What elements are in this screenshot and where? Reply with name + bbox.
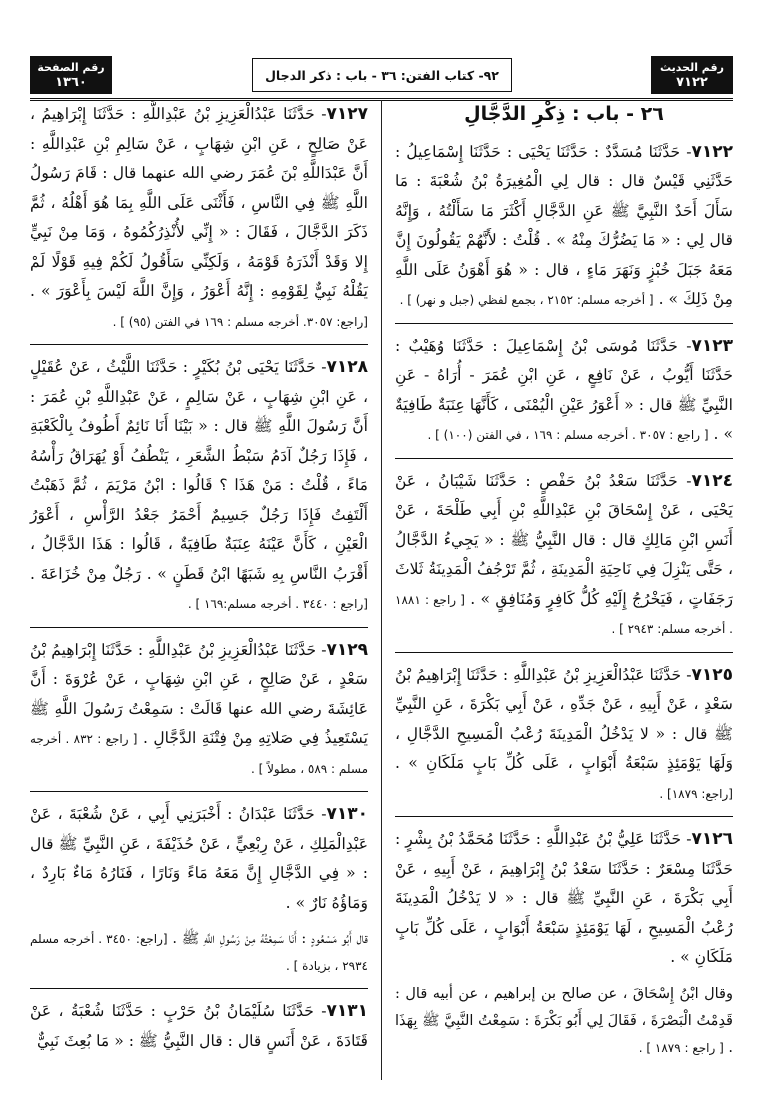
note-reference: [راجع: ٣٤٥٠ . أخرجه مسلم ٢٩٣٤ ، بزيادة ] .	[30, 932, 368, 973]
hadith-number: ٧١٣١	[326, 1001, 368, 1021]
hadith-text: - حَدَّثَنَا عَبْدُالْعَزِيزِ بْنُ عَبْدِاللَّهِ : حَدَّثَنَا إِبْرَاهِيمُ ، عَنْ صَالِحٍ ، عَنِ ابْنِ شِهَابٍ ، عَنْ سَالِمِ بْنِ عَبْدِاللَّهِ : أَنَّ عَبْدَاللَّهِ بْنَ عُمَرَ رضي الله عنهما قال : قَامَ رَسُولُ اللَّهِ ﷺ فِي النَّاسِ ، فَأَثْنَى عَلَى اللَّهِ بِمَا هُوَ أَهْلُهُ ، ثُمَّ ذَكَرَ الدَّجَّالَ ، فَقَالَ : « إِنِّي لأُنْذِرُكُمُوهُ ، وَمَا مِنْ نَبِيٍّ إِلا وَقَدْ أَنْذَرَهُ قَوْمَهُ ، وَلَكِنِّي سَأَقُولُ لَكُمْ فِيهِ قَوْلًا لَمْ يَقُلْهُ نَبِيٌّ لِقَوْمِهِ : إِنَّهُ أَعْوَرُ ، وَإِنَّ اللَّهَ لَيْسَ بِأَعْوَرَ » .	[30, 105, 368, 300]
note-text: وقال ابْنُ إِسْحَاقَ ، عن صالح بن إبراهيم ، عن أبيه قال : قَدِمْتُ الْبَصْرَةَ ، فَقَالَ لِي أَبُو بَكْرَةَ : سَمِعْتُ النَّبِيَّ ﷺ بِهَذَا .	[395, 985, 733, 1056]
hadith-text: - حَدَّثَنَا مُوسَى بْنُ إِسْمَاعِيلَ : حَدَّثَنَا وُهَيْبٌ : حَدَّثَنَا أَيُّوبُ ، عَنْ نَافِعٍ ، عَنِ ابْنِ عُمَرَ - أُرَاهُ - عَنِ النَّبِيِّ ﷺ قال : « أَعْوَرُ عَيْنِ الْيُمْنَى ، كَأَنَّهَا عِنَبَةٌ طَافِيَةٌ » .	[395, 336, 733, 443]
hadith-number-range: ٧١٢٢	[676, 75, 708, 90]
hadith-number: ٧١٢٦	[691, 829, 733, 849]
hadith-block	[395, 825, 733, 973]
hadith-reference: [ راجع : ١٨٨١ . أخرجه مسلم: ٢٩٤٣ ] .	[395, 592, 733, 636]
hadith-block	[395, 661, 733, 809]
chapter-title: ٢٦ - باب : ذِكْرِ الدَّجَّالِ	[464, 103, 664, 125]
hadith-text: - حَدَّثَنَا مُسَدَّدٌ : حَدَّثَنَا يَحْيَى : حَدَّثَنَا إِسْمَاعِيلُ : حَدَّثَنِي قَيْسٌ قال : قال لِي الْمُغِيرَةُ بْنُ شُعْبَةَ : مَا سَأَلَ أَحَدٌ النَّبِيَّ ﷺ عَنِ الدَّجَّالِ أَكْثَرَ مَا سَأَلْتُهُ ، وَإِنَّهُ قال لِي : « مَا يَضُرُّكَ مِنْهُ » . قُلْتُ : لأَنَّهُمْ يَقُولُونَ إِنَّ مَعَهُ جَبَلَ خُبْزٍ وَنَهَرَ مَاءٍ ، قال : « هُوَ أَهْوَنُ عَلَى اللَّهِ مِنْ ذَلِكَ » .	[395, 142, 733, 308]
hadith-number: ٧١٢٧	[326, 104, 368, 124]
hadith-block	[395, 332, 733, 450]
page-header	[30, 56, 733, 96]
running-title: ٩٢- كتاب الفتن: ٣٦ - باب : ذكر الدجال	[252, 58, 512, 92]
hadith-number: ٧١٢٣	[691, 335, 733, 356]
hadith-block	[30, 997, 368, 1056]
hadith-reference: [ أخرجه مسلم: ٢١٥٢ ، بجمع لفظي (جبل و نهر) ] .	[399, 293, 654, 307]
hadith-text: - حَدَّثَنَا عَلِيُّ بْنُ عَبْدِاللَّهِ : حَدَّثَنَا مُحَمَّدُ بْنُ بِشْرٍ : حَدَّثَنَا مِسْعَرٌ : حَدَّثَنَا سَعْدُ بْنُ إِبْرَاهِيمَ ، عَنْ أَبِيهِ ، عَنْ أَبِي بَكْرَةَ ، عَنِ النَّبِيِّ ﷺ قال : « لا يَدْخُلُ الْمَدِينَةَ رُعْبُ الْمَسِيحِ ، لَهَا يَوْمَئِذٍ سَبْعَةُ أَبْوَابٍ ، عَلَى كُلِّ بَابٍ مَلَكَانِ » .	[395, 830, 733, 966]
hadith-separator	[395, 458, 733, 459]
page-number-box	[30, 56, 112, 94]
hadith-separator	[30, 627, 368, 628]
right-column	[395, 100, 733, 1070]
hadith-number: ٧١٢٢	[691, 141, 733, 162]
hadith-reference: [راجع: ١٨٧٩] .	[659, 786, 733, 801]
hadith-separator	[30, 988, 368, 989]
hadith-reference: [ راجع : ٣٠٥٧ . أخرجه مسلم : ١٦٩ ، في الفتن (١٠٠) ] .	[427, 428, 709, 442]
hadith-text: - حَدَّثَنَا عَبْدُالْعَزِيزِ بْنُ عَبْدِاللَّهِ : حَدَّثَنَا إِبْرَاهِيمُ بْنُ سَعْدٍ ، عَنْ صَالِحٍ ، عَنِ ابْنِ شِهَابٍ ، عَنْ عُرْوَةَ : أَنَّ عَائِشَةَ رضي الله عنها قَالَتْ : سَمِعْتُ رَسُولَ اللَّهِ ﷺ يَسْتَعِيذُ فِي صَلاتِهِ مِنْ فِتْنَةِ الدَّجَّالِ .	[30, 640, 368, 747]
hadith-block	[395, 138, 733, 315]
hadith-text: - حَدَّثَنَا عَبْدُالْعَزِيزِ بْنُ عَبْدِاللَّهِ : حَدَّثَنَا إِبْرَاهِيمُ بْنُ سَعْدٍ ، عَنْ أَبِيهِ ، عَنْ جَدِّهِ ، عَنْ أَبِي بَكْرَةَ ، عَنِ النَّبِيِّ ﷺ قال : « لا يَدْخُلُ الْمَدِينَةَ رُعْبُ الْمَسِيحِ الدَّجَّالِ ، وَلَهَا يَوْمَئِذٍ سَبْعَةُ أَبْوَابٍ ، عَلَى كُلِّ بَابٍ مَلَكَانِ » .	[395, 665, 733, 772]
hadith-number: ٧١٣٠	[326, 804, 368, 824]
hadith-separator	[395, 816, 733, 817]
hadith-separator	[395, 652, 733, 653]
hadith-text: - حَدَّثَنَا سُلَيْمَانُ بْنُ حَرْبٍ : حَدَّثَنَا شُعْبَةُ ، عَنْ قَتَادَةَ ، عَنْ أَنَسٍ قال : قال النَّبِيُّ ﷺ : « مَا بُعِثَ نَبِيٌّ	[30, 1002, 368, 1050]
hadith-number: ٧١٢٥	[691, 664, 733, 685]
hadith-reference: [راجع: ٣٠٥٧. أخرجه مسلم : ١٦٩ في الفتن (٩٥) ] .	[112, 314, 368, 329]
hadith-number: ٧١٢٨	[326, 357, 368, 377]
column-divider	[381, 100, 382, 1080]
left-column	[30, 100, 368, 1064]
hadith-block	[30, 100, 368, 336]
hadith-note	[30, 926, 368, 980]
note-reference: [ راجع : ١٨٧٩ ] .	[638, 1040, 724, 1055]
hadith-block	[30, 800, 368, 918]
hadith-separator	[395, 323, 733, 324]
hadith-number-label: رقم الحديث	[660, 61, 724, 74]
page-number-label: رقم الصفحة	[37, 61, 105, 74]
hadith-text: - حَدَّثَنَا سَعْدُ بْنُ حَفْصٍ : حَدَّثَنَا شَيْبَانُ ، عَنْ يَحْيَى ، عَنْ إِسْحَاقَ بْنِ عَبْدِاللَّهِ بْنِ أَبِي طَلْحَةَ ، عَنْ أَنَسِ ابْنِ مَالِكٍ قال : قال النَّبِيُّ ﷺ : « يَجِيءُ الدَّجَّالُ ، حَتَّى يَنْزِلَ فِي نَاحِيَةِ الْمَدِينَةِ ، ثُمَّ تَرْجُفُ الْمَدِينَةُ ثَلاثَ رَجَفَاتٍ ، فَيَخْرُجُ إِلَيْهِ كُلُّ كَافِرٍ وَمُنَافِقٍ » .	[395, 471, 733, 608]
hadith-separator	[30, 344, 368, 345]
hadith-number-box	[651, 56, 733, 94]
hadith-number: ٧١٢٤	[691, 470, 733, 491]
hadith-text: - حَدَّثَنَا يَحْيَى بْنُ بُكَيْرٍ : حَدَّثَنَا اللَّيْثُ ، عَنْ عُقَيْلٍ ، عَنِ ابْنِ شِهَابٍ ، عَنْ سَالِمٍ ، عَنْ عَبْدِاللَّهِ بْنِ عُمَرَ : أَنَّ رَسُولَ اللَّهِ ﷺ قال : « بَيْنَا أَنَا نَائِمٌ أَطُوفُ بِالْكَعْبَةِ ، فَإِذَا رَجُلٌ آدَمُ سَبْطُ الشَّعَرِ ، يَنْطُفُ أَوْ يُهَرَاقُ رَأْسُهُ مَاءً ، قُلْتُ : مَنْ هَذَا ؟ قَالُوا : ابْنُ مَرْيَمَ ، ثُمَّ ذَهَبْتُ أَلْتَفِتُ فَإِذَا رَجُلٌ جَسِيمٌ أَحْمَرُ جَعْدُ الرَّأْسِ ، أَعْوَرُ الْعَيْنِ ، كَأَنَّ عَيْنَهُ عِنَبَةٌ طَافِيَةٌ ، قَالُوا : هَذَا الدَّجَّالُ ، أَقْرَبُ النَّاسِ بِهِ شَبَهًا ابْنُ قَطَنٍ » . رَجُلٌ مِنْ خُزَاعَةَ .	[30, 358, 368, 583]
hadith-block	[395, 467, 733, 644]
hadith-note	[395, 981, 733, 1062]
hadith-number: ٧١٢٩	[326, 639, 368, 660]
hadith-block	[30, 636, 368, 784]
hadith-reference: [ راجع : ٨٣٢ . أخرجه مسلم : ٥٨٩ ، مطولاً ] .	[30, 732, 368, 776]
page-number: ١٣٦٠	[55, 75, 87, 90]
hadith-block	[30, 353, 368, 619]
book-page	[30, 48, 733, 1088]
note-text: قال أَبُو مَسْعُودٍ : أَنَا سَمِعْتُهُ مِنْ رَسُولِ اللَّهِ ﷺ .	[172, 931, 368, 947]
hadith-reference: [راجع : ٣٤٤٠ . أخرجه مسلم:١٦٩ ] .	[187, 597, 368, 611]
hadith-text: - حَدَّثَنَا عَبْدَانُ : أَخْبَرَنِي أَبِي ، عَنْ شُعْبَةَ ، عَنْ عَبْدِالْمَلِكِ ، عَنْ رِبْعِيٍّ ، عَنْ حُذَيْفَةَ ، عَنِ النَّبِيِّ ﷺ قال : « فِي الدَّجَّالِ إِنَّ مَعَهُ مَاءً وَنَارًا ، فَنَارُهُ مَاءٌ بَارِدٌ ، وَمَاؤُهُ نَارٌ » .	[30, 805, 368, 912]
hadith-separator	[30, 791, 368, 792]
